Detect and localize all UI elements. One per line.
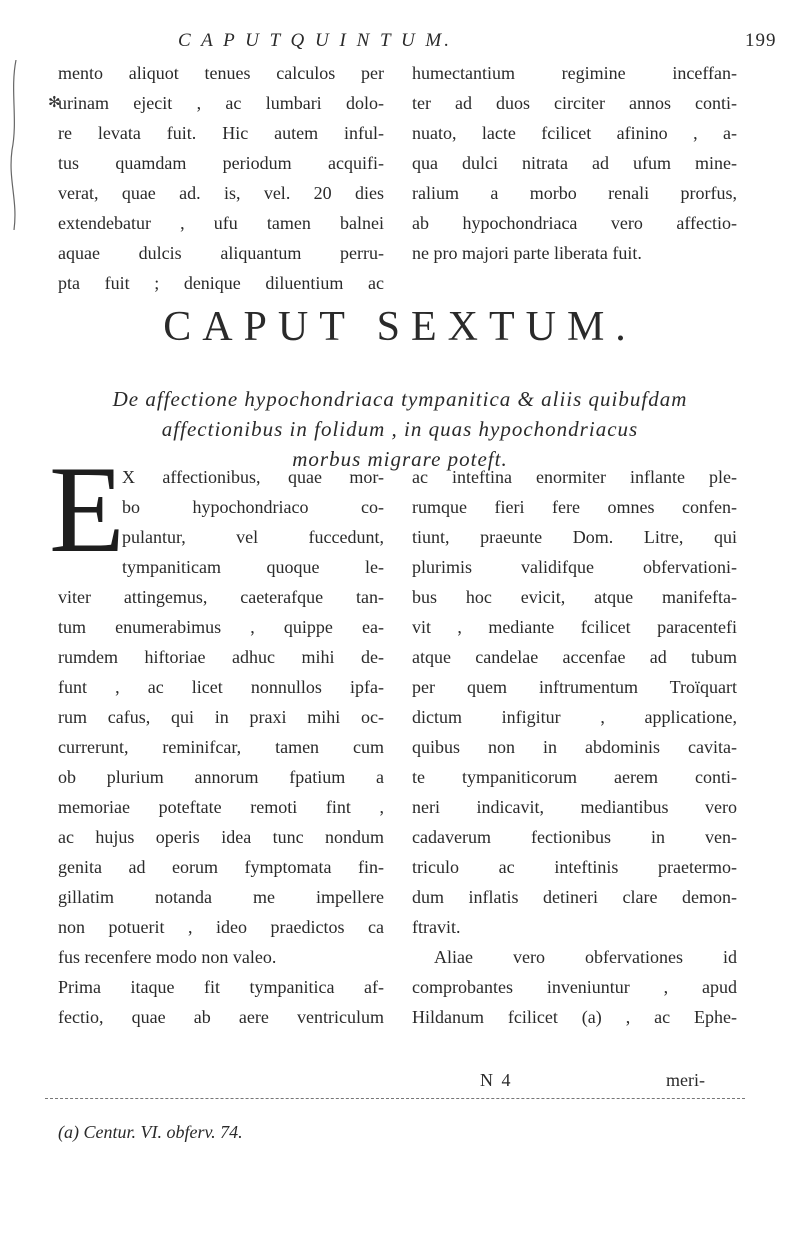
text-line: memoriae poteftate remoti fint , xyxy=(58,797,384,817)
top-left-column xyxy=(58,58,384,298)
text-line: quibus non in abdominis cavita- xyxy=(412,737,737,757)
text-line: aquae dulcis aliquantum perru- xyxy=(58,243,384,263)
text-line: non potuerit , ideo praedictos ca xyxy=(58,917,384,937)
text-line: tympaniticam quoque le- xyxy=(122,557,384,577)
top-right-column xyxy=(412,58,737,268)
footnote: (a) Centur. VI. obferv. 74. xyxy=(58,1122,243,1142)
text-line: pta fuit ; denique diluentium ac xyxy=(58,273,384,293)
text-line: gillatim notanda me impellere xyxy=(58,887,384,907)
text-line: plurimis validifque obfervationi- xyxy=(412,557,737,577)
text-line: genita ad eorum fymptomata fin- xyxy=(58,857,384,877)
text-line: rum cafus, qui in praxi mihi oc- xyxy=(58,707,384,727)
catchword: meri- xyxy=(666,1070,705,1090)
text-line: dum inflatis detineri clare demon- xyxy=(412,887,737,907)
text-line: ter ad duos circiter annos conti- xyxy=(412,93,737,113)
text-line: Prima itaque fit tympanitica af- xyxy=(58,977,384,997)
body-right-column xyxy=(412,462,737,1032)
chapter-subtitle xyxy=(40,384,760,474)
text-line: ac hujus operis idea tunc nondum xyxy=(58,827,384,847)
text-line: per quem inftrumentum Troïquart xyxy=(412,677,737,697)
text-line: cadaverum fectionibus in ven- xyxy=(412,827,737,847)
text-line: extendebatur , ufu tamen balnei xyxy=(58,213,384,233)
subtitle-line: De affectione hypochondriaca tympanitica & aliis quibufdam xyxy=(112,387,688,411)
asterisk-mark-icon: ✻ xyxy=(48,95,61,111)
text-line: ob plurium annorum fpatium a xyxy=(58,767,384,787)
subtitle-line: affectionibus in folidum , in quas hypochondriacus xyxy=(161,417,639,441)
text-line: dictum infigitur , applicatione, xyxy=(412,707,737,727)
text-line: ralium a morbo renali prorfus, xyxy=(412,183,737,203)
text-line: ab hypochondriaca vero affectio- xyxy=(412,213,737,233)
text-line: tum enumerabimus , quippe ea- xyxy=(58,617,384,637)
text-line: ftravit. xyxy=(412,917,461,937)
text-line: nuato, lacte fcilicet afinino , a- xyxy=(412,123,737,143)
text-line: re levata fuit. Hic autem inful- xyxy=(58,123,384,143)
running-head: C A P U T Q U I N T U M. xyxy=(178,30,453,51)
text-line: atque candelae accenfae ad tubum xyxy=(412,647,737,667)
text-line: triculo ac inteftinis praetermo- xyxy=(412,857,737,877)
text-line: Hildanum fcilicet (a) , ac Ephe- xyxy=(412,1007,737,1027)
text-line: ne pro majori parte liberata fuit. xyxy=(412,243,642,263)
text-line: humectantium regimine inceffan- xyxy=(412,63,737,83)
text-line: tiunt, praeunte Dom. Litre, qui xyxy=(412,527,737,547)
text-line: rumdem hiftoriae adhuc mihi de- xyxy=(58,647,384,667)
footnote-rule xyxy=(45,1098,745,1099)
text-line: currerunt, reminifcar, tamen cum xyxy=(58,737,384,757)
body-left-column xyxy=(58,462,384,1032)
binding-edge-mark xyxy=(8,60,22,230)
text-line: X affectionibus, quae mor- xyxy=(122,467,384,487)
text-line: verat, quae ad. is, vel. 20 dies xyxy=(58,183,384,203)
subtitle-line: morbus migrare poteft. xyxy=(292,447,508,471)
text-line: urinam ejecit , ac lumbari dolo- xyxy=(58,93,384,113)
signature-mark: N 4 xyxy=(480,1070,513,1090)
text-line: comprobantes inveniuntur , apud xyxy=(412,977,737,997)
text-line: fectio, quae ab aere ventriculum xyxy=(58,1007,384,1027)
text-line: qua dulci nitrata ad ufum mine- xyxy=(412,153,737,173)
page-number: 199 xyxy=(745,30,777,51)
text-line: bus hoc evicit, atque manifefta- xyxy=(412,587,737,607)
text-line: Aliae vero obfervationes id xyxy=(434,947,737,967)
chapter-title: CAPUT SEXTUM. xyxy=(163,304,637,350)
text-line: pulantur, vel fuccedunt, xyxy=(122,527,384,547)
text-line: ac inteftina enormiter inflante ple- xyxy=(412,467,737,487)
text-line: bo hypochondriaco co- xyxy=(122,497,384,517)
drop-cap: E xyxy=(49,441,125,578)
text-line: rumque fieri fere omnes confen- xyxy=(412,497,737,517)
text-line: fus recenfere modo non valeo. xyxy=(58,947,277,967)
text-line: neri indicavit, mediantibus vero xyxy=(412,797,737,817)
text-line: tus quamdam periodum acquifi- xyxy=(58,153,384,173)
text-line: vit , mediante fcilicet paracentefi xyxy=(412,617,737,637)
text-line: mento aliquot tenues calculos per xyxy=(58,63,384,83)
text-line: te tympaniticorum aerem conti- xyxy=(412,767,737,787)
text-line: viter attingemus, caeterafque tan- xyxy=(58,587,384,607)
text-line: funt , ac licet nonnullos ipfa- xyxy=(58,677,384,697)
